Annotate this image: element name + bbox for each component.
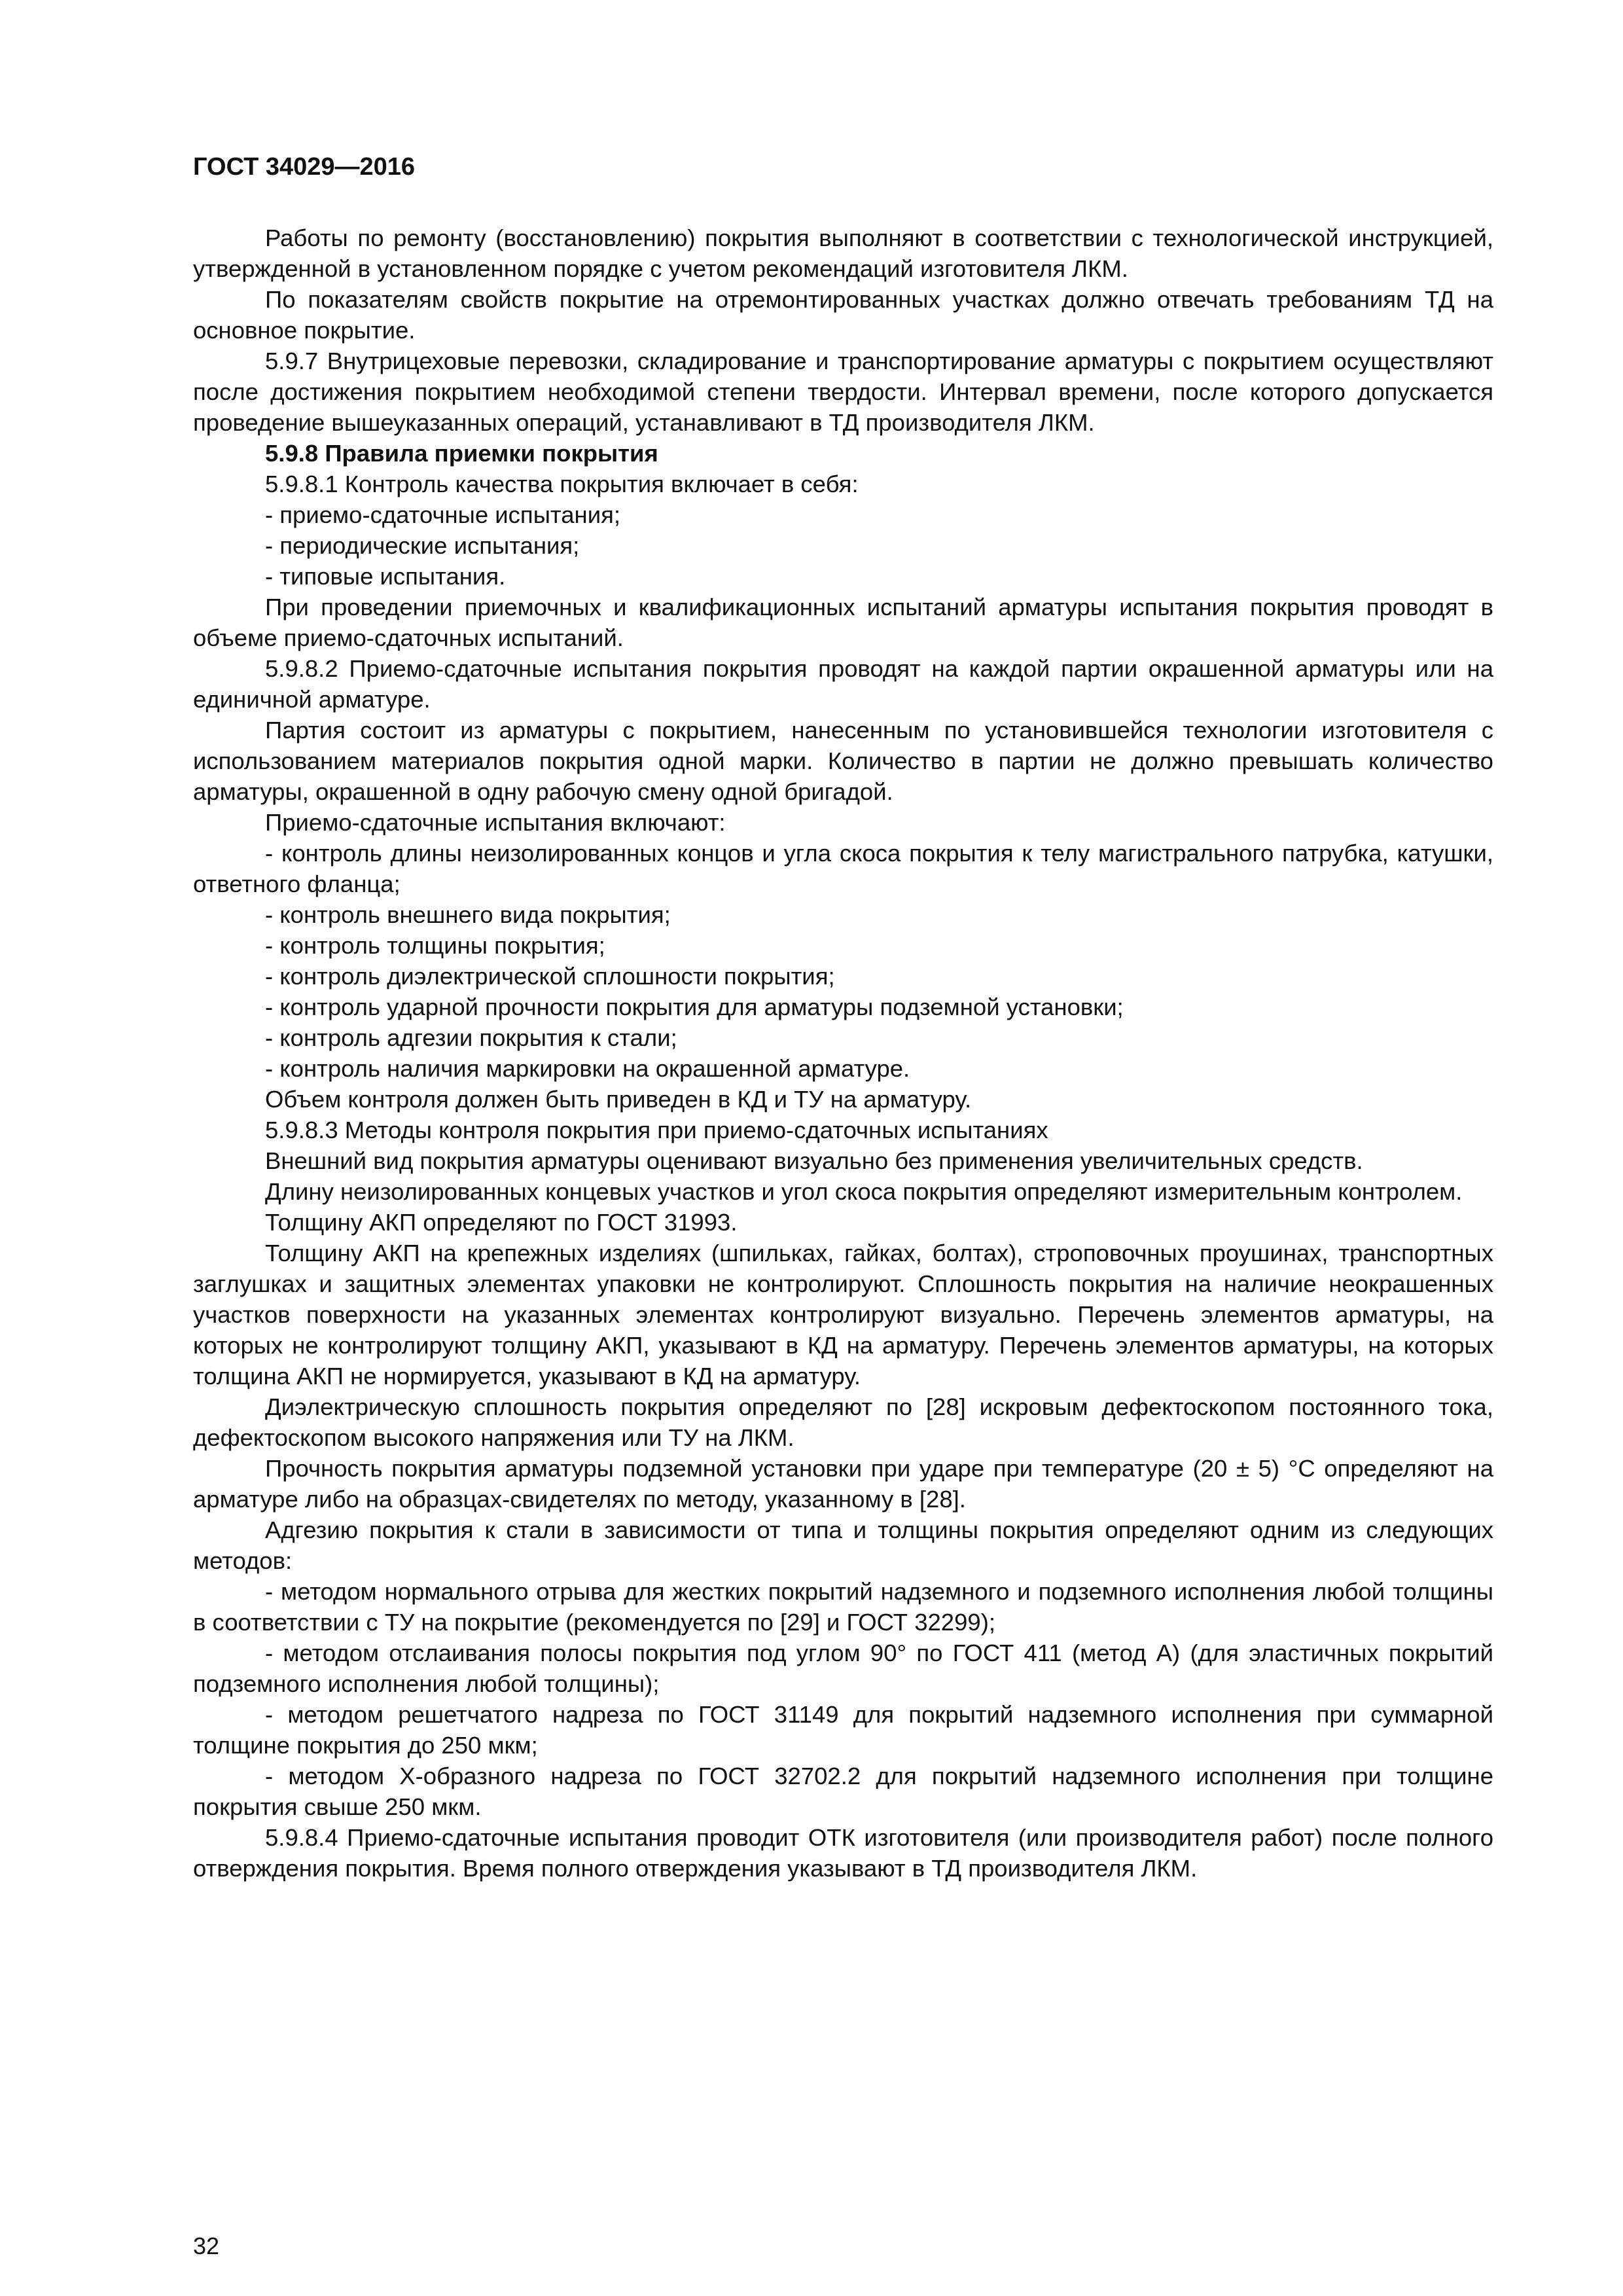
paragraph: 5.9.7 Внутрицеховые перевозки, складирование и транспортирование арматуры с покрытием осуществляют после достижения покрытием необходимой степени твердости. Интервал времени, после которого допускается проведение вышеуказанных операций, устанавливают в ТД производителя ЛКМ.: [193, 348, 1493, 436]
document-header: ГОСТ 34029—2016: [193, 153, 416, 181]
paragraph: Прочность покрытия арматуры подземной установки при ударе при температуре (20 ± 5) °С определяют на арматуре либо на образцах-свидетелях по методу, указанному в [28].: [193, 1455, 1493, 1513]
section-heading: 5.9.8 Правила приемки покрытия: [265, 440, 658, 467]
list-item: - контроль толщины покрытия;: [265, 932, 605, 959]
page-number: 32: [193, 2233, 220, 2259]
list-item: - контроль диэлектрической сплошности покрытия;: [265, 963, 835, 990]
paragraph: Диэлектрическую сплошность покрытия определяют по [28] искровым дефектоскопом постоянного тока, дефектоскопом высокого напряжения или ТУ на ЛКМ.: [193, 1393, 1493, 1451]
paragraph: Объем контроля должен быть приведен в КД и ТУ на арматуру.: [265, 1086, 972, 1113]
paragraph: По показателям свойств покрытие на отремонтированных участках должно отвечать требованиям ТД на основное покрытие.: [193, 286, 1493, 344]
paragraph: При проведении приемочных и квалификационных испытаний арматуры испытания покрытия проводят в объеме приемо-сдаточных испытаний.: [193, 594, 1493, 651]
paragraph: Длину неизолированных концевых участков и угол скоса покрытия определяют измерительным контролем.: [265, 1178, 1463, 1205]
paragraph: Приемо-сдаточные испытания включают:: [265, 809, 726, 836]
paragraph: 5.9.8.4 Приемо-сдаточные испытания проводит ОТК изготовителя (или производителя работ) после полного отверждения покрытия. Время полного отверждения указывают в ТД производителя ЛКМ.: [193, 1824, 1493, 1882]
paragraph: Внешний вид покрытия арматуры оценивают визуально без применения увеличительных средств.: [265, 1147, 1363, 1174]
list-item: - периодические испытания;: [265, 532, 580, 559]
list-item: - методом нормального отрыва для жестких покрытий надземного и подземного исполнения любой толщины в соответствии с ТУ на покрытие (рекомендуется по [29] и ГОСТ 32299);: [193, 1578, 1493, 1636]
list-item: - типовые испытания.: [265, 563, 506, 590]
list-item: - методом отслаивания полосы покрытия под углом 90° по ГОСТ 411 (метод А) (для эластичных покрытий подземного исполнения любой толщины);: [193, 1640, 1493, 1697]
paragraph: 5.9.8.1 Контроль качества покрытия включает в себя:: [265, 471, 859, 497]
list-item: - контроль ударной прочности покрытия для арматуры подземной установки;: [265, 994, 1124, 1020]
paragraph: Толщину АКП определяют по ГОСТ 31993.: [265, 1209, 738, 1236]
paragraph: 5.9.8.3 Методы контроля покрытия при приемо-сдаточных испытаниях: [265, 1117, 1048, 1143]
list-item: - контроль внешнего вида покрытия;: [265, 901, 671, 928]
paragraph: 5.9.8.2 Приемо-сдаточные испытания покрытия проводят на каждой партии окрашенной арматуры или на единичной арматуре.: [193, 655, 1493, 713]
paragraph: Адгезию покрытия к стали в зависимости от типа и толщины покрытия определяют одним из следующих методов:: [193, 1516, 1493, 1574]
document-body: [193, 223, 1493, 1884]
list-item: - контроль наличия маркировки на окрашенной арматуре.: [265, 1055, 910, 1082]
list-item: - методом решетчатого надреза по ГОСТ 31149 для покрытий надземного исполнения при суммарной толщине покрытия до 250 мкм;: [193, 1701, 1493, 1759]
list-item: - методом Х-образного надреза по ГОСТ 32702.2 для покрытий надземного исполнения при толщине покрытия свыше 250 мкм.: [193, 1763, 1493, 1820]
list-item: - контроль адгезии покрытия к стали;: [265, 1024, 677, 1051]
document-page: [193, 152, 1493, 1884]
paragraph: Партия состоит из арматуры с покрытием, нанесенным по установившейся технологии изготовителя с использованием материалов покрытия одной марки. Количество в партии не должно превышать количество арматуры, окрашенной в одну рабочую смену одной бригадой.: [193, 717, 1493, 805]
list-item: - контроль длины неизолированных концов и угла скоса покрытия к телу магистрального патрубка, катушки, ответного фланца;: [193, 840, 1493, 897]
paragraph: Толщину АКП на крепежных изделиях (шпильках, гайках, болтах), строповочных проушинах, транспортных заглушках и защитных элементах упаковки не контролируют. Сплошность покрытия на наличие неокрашенных участков поверхности на указанных элементах контролируют визуально. Перечень элементов арматуры, на которых не контролируют толщину АКП, указывают в КД на арматуру. Перечень элементов арматуры, на которых толщина АКП не нормируется, указывают в КД на арматуру.: [193, 1240, 1493, 1390]
list-item: - приемо-сдаточные испытания;: [265, 501, 620, 528]
paragraph: Работы по ремонту (восстановлению) покрытия выполняют в соответствии с технологической инструкцией, утвержденной в установленном порядке с учетом рекомендаций изготовителя ЛКМ.: [193, 224, 1493, 282]
